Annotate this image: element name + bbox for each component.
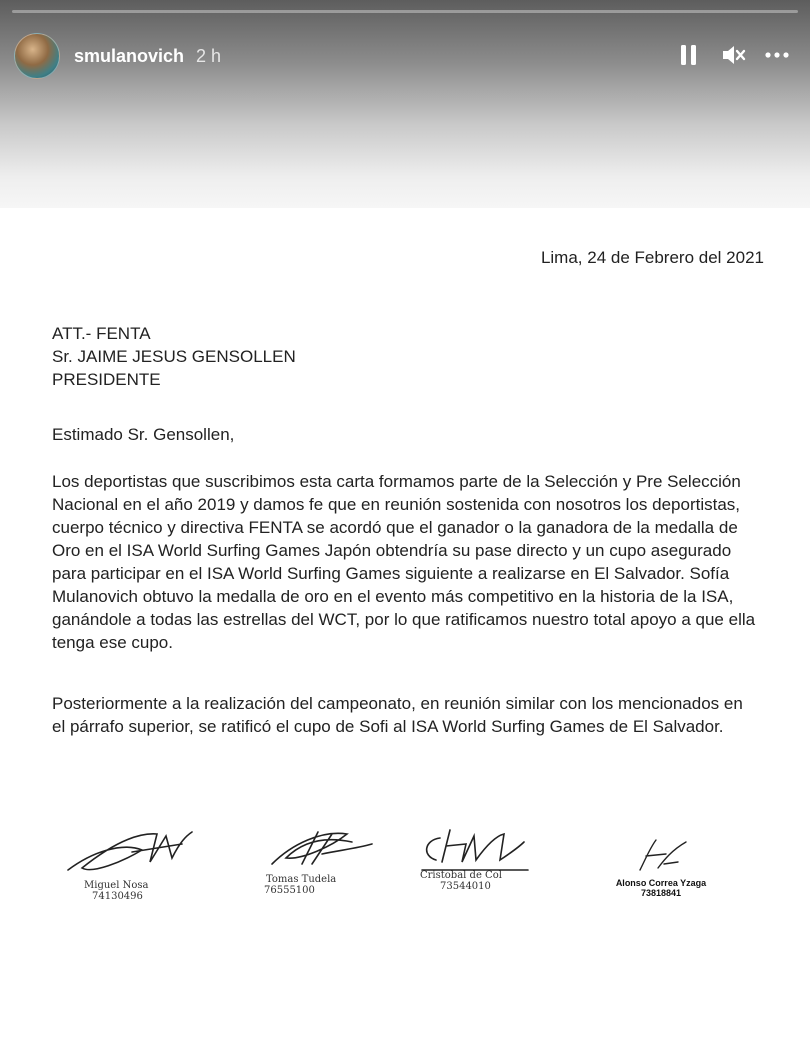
story-controls — [676, 42, 790, 68]
signature-3 — [416, 826, 536, 892]
signature-1-name: Miguel Nosa — [84, 880, 149, 891]
handwritten-signature-1 — [62, 822, 202, 882]
story-user-row[interactable] — [14, 34, 221, 78]
handwritten-signature-2 — [262, 824, 382, 874]
more-options-icon[interactable] — [764, 42, 790, 68]
signature-1-id: 74130496 — [92, 891, 143, 902]
signature-4 — [606, 834, 716, 898]
recipient-line-2: Sr. JAIME JESUS GENSOLLEN — [52, 347, 296, 366]
letter-paragraph-1: Los deportistas que suscribimos esta carta formamos parte de la Selección y Pre Selección Nacional en el año 2019 y damos fe que en reunión sostenida con nosotros los deportistas, cuerpo técnico y directiva FENTA se acordó que el ganador o la ganadora de la medalla de Oro en el ISA World Surfing Games Japón obtendría su pase directo y un cupo asegurado para participar en el ISA World Surfing Games siguiente a realizarse en El Salvador. Sofía Mulanovich obtuvo la medalla de oro en el evento más competitivo en la historia de la ISA, ganándole a todas las estrellas del WCT, por lo que ratificamos nuestro total apoyo a que ella tenga ese cupo. — [52, 472, 756, 652]
signature-1 — [62, 822, 202, 902]
signature-4-name: Alonso Correa Yzaga — [615, 878, 707, 888]
signature-3-id: 73544010 — [440, 881, 491, 892]
story-header — [0, 0, 810, 208]
story-progress-bar — [12, 10, 798, 13]
mute-icon[interactable] — [720, 42, 746, 68]
letter-date: Lima, 24 de Febrero del 2021 — [540, 248, 764, 267]
letter-recipient — [52, 322, 296, 391]
recipient-line-1: ATT.- FENTA — [52, 324, 151, 343]
letter-paragraph-2: Posteriormente a la realización del campeonato, en reunión similar con los mencionados en el párrafo superior, se ratificó el cupo de Sofi al ISA World Surfing Games de El Salvador. — [52, 694, 743, 736]
signature-3-name: Cristobal de Col — [420, 870, 502, 881]
letter-salutation: Estimado Sr. Gensollen, — [52, 425, 235, 444]
avatar[interactable] — [14, 33, 60, 79]
handwritten-signature-4 — [606, 834, 716, 878]
signature-2-name: Tomas Tudela — [266, 874, 337, 885]
story-username[interactable]: smulanovich — [74, 45, 185, 66]
signature-2-id: 76555100 — [264, 885, 315, 896]
signature-4-id: 73818841 — [640, 888, 682, 898]
recipient-line-3: PRESIDENTE — [52, 370, 161, 389]
signature-2 — [262, 824, 382, 896]
story-timestamp: 2 h — [196, 45, 222, 66]
pause-icon[interactable] — [676, 42, 702, 68]
handwritten-signature-3 — [416, 826, 536, 876]
